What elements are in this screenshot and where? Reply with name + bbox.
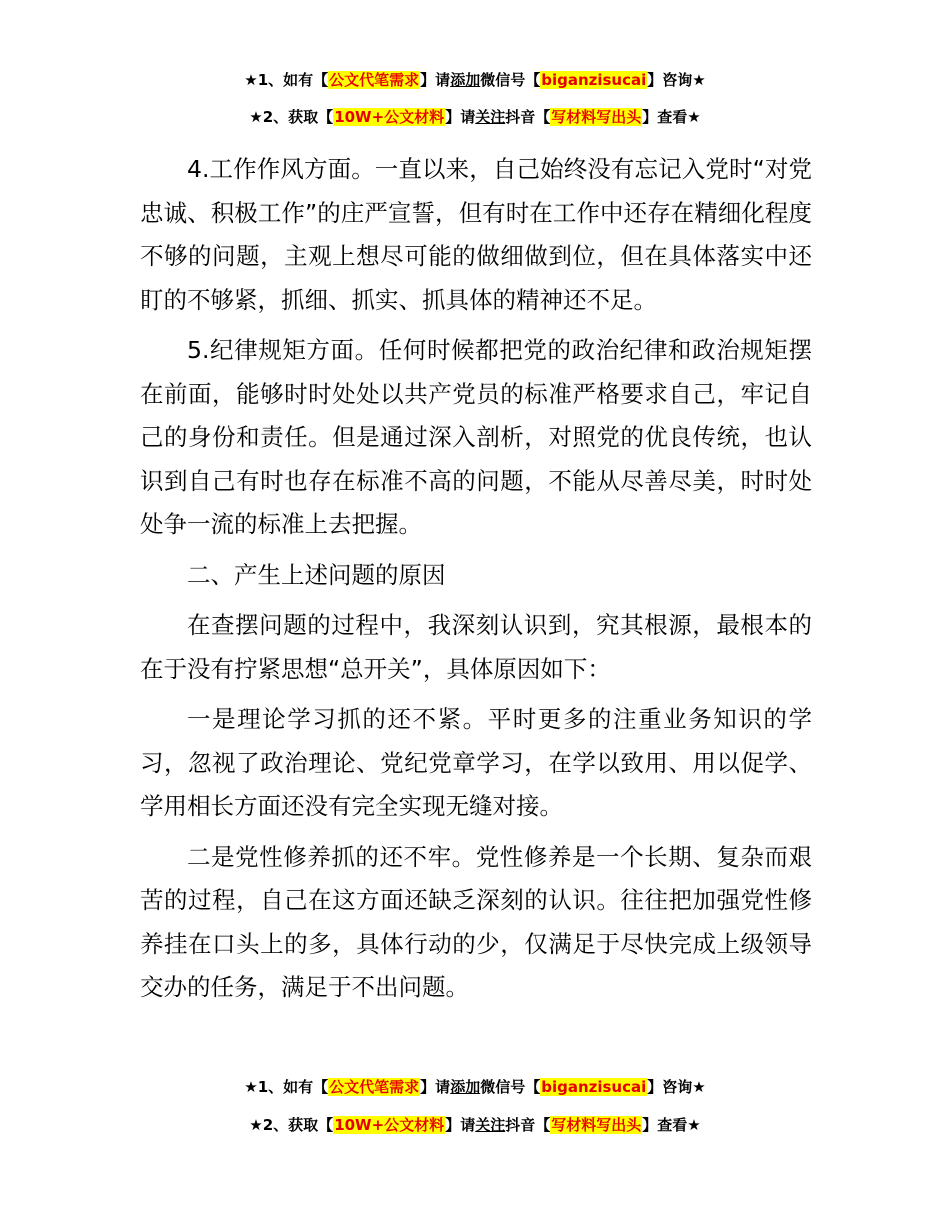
paragraph-work-style: 4.工作作风方面。一直以来，自己始终没有忘记入党时“对党忠诚、积极工作”的庄严宣誓，但有时在工作中还存在精细化程度不够的问题，主观上想尽可能的做细做到位，但在具体落实中还盯的不够紧，抓细、抓实、抓具体的精神还不足。 bbox=[140, 155, 812, 314]
highlight-text: 10W+公文材料 bbox=[334, 108, 445, 126]
banner-text: 微信号【 bbox=[480, 1078, 541, 1096]
bottom-banner-line-2 bbox=[0, 1115, 950, 1135]
emphasis-text: 添加 bbox=[450, 1078, 481, 1096]
banner-text: ★2、获取【 bbox=[249, 108, 334, 126]
banner-text: 】查看★ bbox=[642, 108, 701, 126]
highlight-text: biganzisucai bbox=[541, 71, 647, 89]
document-body bbox=[140, 148, 812, 1017]
banner-text: 】咨询★ bbox=[647, 1078, 706, 1096]
highlight-text: biganzisucai bbox=[541, 1078, 647, 1096]
paragraph-causes-intro: 在查摆问题的过程中，我深刻认识到，究其根源，最根本的在于没有拧紧思想“总开关”，具体原因如下： bbox=[140, 611, 812, 683]
banner-text: ★1、如有【 bbox=[244, 1078, 329, 1096]
emphasis-text: 关注 bbox=[475, 1116, 506, 1134]
banner-text: ★2、获取【 bbox=[249, 1116, 334, 1134]
top-banner-line-2 bbox=[0, 107, 950, 127]
banner-text: 】请 bbox=[420, 1078, 451, 1096]
highlight-text: 公文代笔需求 bbox=[329, 1078, 420, 1096]
banner-text: 微信号【 bbox=[480, 71, 541, 89]
highlight-text: 写材料写出头 bbox=[551, 108, 642, 126]
banner-text: 】查看★ bbox=[642, 1116, 701, 1134]
banner-text: 】请 bbox=[420, 71, 451, 89]
emphasis-text: 添加 bbox=[450, 71, 481, 89]
paragraph-discipline: 5.纪律规矩方面。任何时候都把党的政治纪律和政治规矩摆在前面，能够时时处处以共产党员的标准严格要求自己，牢记自己的身份和责任。但是通过深入剖析，对照党的优良传统，也认识到自己有时也存在标准不高的问题，不能从尽善尽美，时时处处争一流的标准上去把握。 bbox=[140, 336, 812, 538]
banner-text: 】咨询★ bbox=[647, 71, 706, 89]
banner-text: ★1、如有【 bbox=[244, 71, 329, 89]
bottom-banner-line-1 bbox=[0, 1077, 950, 1097]
highlight-text: 10W+公文材料 bbox=[334, 1116, 445, 1134]
banner-text: 】请 bbox=[445, 1116, 476, 1134]
paragraph-theory-study: 一是理论学习抓的还不紧。平时更多的注重业务知识的学习，忽视了政治理论、党纪党章学习，在学以致用、用以促学、学用相长方面还没有完全实现无缝对接。 bbox=[140, 705, 812, 820]
top-banner-line-1 bbox=[0, 70, 950, 90]
banner-text: 抖音【 bbox=[505, 108, 551, 126]
banner-text: 】请 bbox=[445, 108, 476, 126]
paragraph-party-spirit: 二是党性修养抓的还不牢。党性修养是一个长期、复杂而艰苦的过程，自己在这方面还缺乏深刻的认识。往往把加强党性修养挂在口头上的多，具体行动的少，仅满足于尽快完成上级领导交办的任务，满足于不出问题。 bbox=[140, 842, 812, 1001]
banner-text: 抖音【 bbox=[505, 1116, 551, 1134]
highlight-text: 写材料写出头 bbox=[551, 1116, 642, 1134]
section-heading-causes: 二、产生上述问题的原因 bbox=[187, 560, 446, 589]
emphasis-text: 关注 bbox=[475, 108, 506, 126]
highlight-text: 公文代笔需求 bbox=[329, 71, 420, 89]
